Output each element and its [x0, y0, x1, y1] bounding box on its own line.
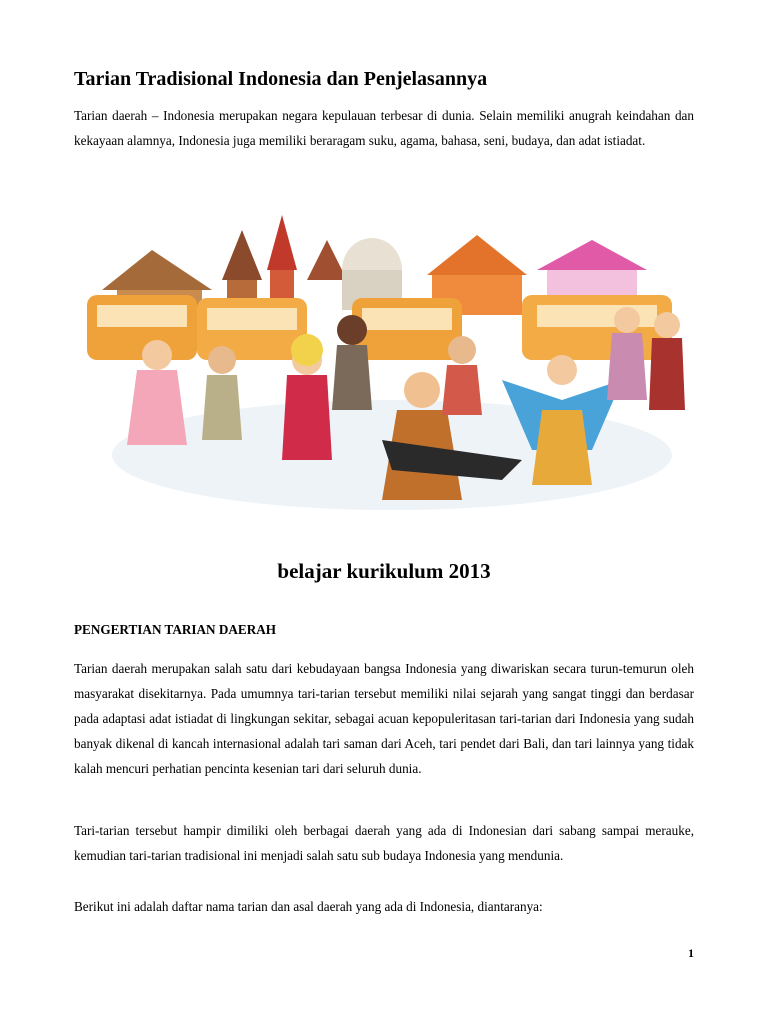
body-paragraph-3: Berikut ini adalah daftar nama tarian dan asal daerah yang ada di Indonesia, diantaranya: — [74, 899, 543, 914]
body-paragraph-2: Tari-tarian tersebut hampir dimiliki oleh berbagai daerah yang ada di Indonesian dari sabang sampai merauke, kemudian tari-tarian tradisional ini menjadi salah satu sub budaya Indonesia yang mendunia. — [74, 823, 694, 863]
traditional-dance-illustration — [82, 210, 694, 535]
orange-buses — [87, 295, 672, 360]
page-number: 1 — [688, 946, 694, 960]
section-heading: PENGERTIAN TARIAN DAERAH — [74, 622, 277, 637]
image-caption: belajar kurikulum 2013 — [277, 559, 491, 583]
document-title: Tarian Tradisional Indonesia dan Penjelasannya — [74, 68, 488, 90]
intro-paragraph: Tarian daerah – Indonesia merupakan negara kepulauan terbesar di dunia. Selain memiliki anugrah keindahan dan kekayaan alamnya, Indonesia juga memiliki beraragam suku, agama, bahasa, seni, budaya, dan adat istiadat. — [74, 108, 694, 148]
body-paragraph-1: Tarian daerah merupakan salah satu dari kebudayaan bangsa Indonesia yang diwariskan secara turun-temurun oleh masyarakat disekitarnya. Pada umumnya tari-tarian tersebut memiliki nilai sejarah yang sangat tinggi dan berdasar pada adaptasi adat istiadat di lingkungan sekitar, sebagai acuan kepopuleritasan tari-tarian dari Indonesia yang sudah banyak dikenal di kancah internasional adalah tari saman dari Aceh, tari pendet dari Bali, dan tari lainnya yang tidak kalah mencuri perhatian pencinta kesenian tari dari seluruh dunia. — [74, 661, 694, 776]
